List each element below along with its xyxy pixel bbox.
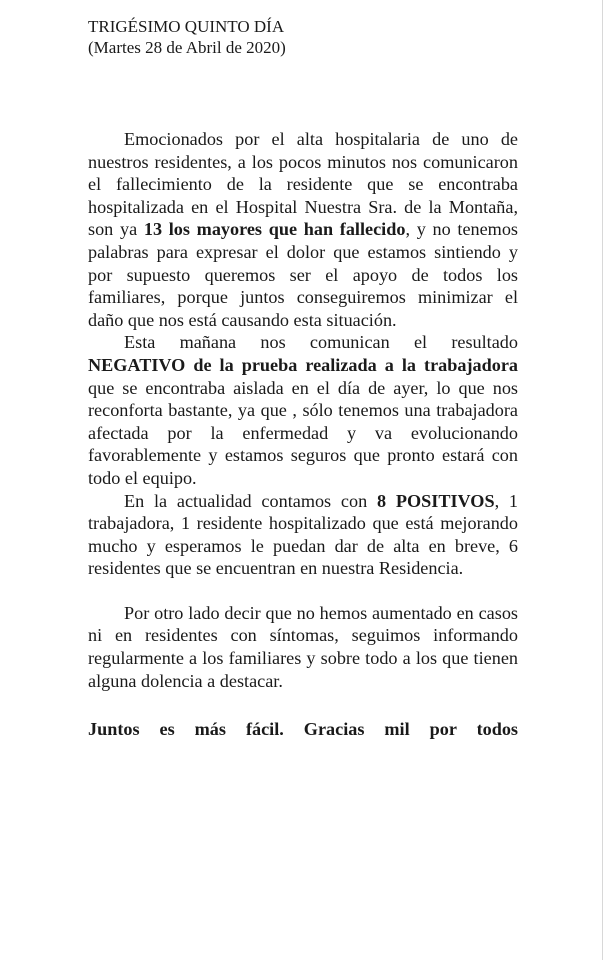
paragraph-3-text-c: , 1 trabajadora, 1 residente hospitalizado que está mejorando mucho y esperamos le puedan dar de alta en breve, 6 residentes que se encuentran en nuestra Residencia. [88, 490, 518, 579]
paragraph-1-text-a: Emocionados por el alta hospitalaria de uno de nuestros residentes, a los pocos minutos nos comunicaron el fallecimiento de la residente que se encontraba hospitalizada en el Hospital Nuestra Sra. de la Montaña, son ya [88, 129, 518, 240]
document-header [88, 16, 286, 58]
paragraph-3 [88, 490, 518, 580]
paragraph-2-bold: NEGATIVO de la prueba realizada a la trabajadora [88, 354, 518, 375]
paragraph-2 [88, 331, 518, 489]
page-edge-line [602, 0, 603, 960]
paragraph-1-text-c: , y no tenemos palabras para expresar el dolor que estamos sintiendo y por supuesto queremos ser el apoyo de todos los familiares, porque juntos conseguiremos minimizar el daño que nos está causando esta situación. [88, 219, 518, 330]
paragraph-4: Por otro lado decir que no hemos aumentado en casos ni en residentes con síntomas, seguimos informando regularmente a los familiares y sobre todo a los que tienen alguna dolencia a destacar. [88, 602, 518, 691]
paragraph-spacer [88, 692, 518, 718]
document-body [88, 128, 518, 741]
paragraph-2-text-c: que se encontraba aislada en el día de ayer, lo que nos reconforta bastante, ya que , sólo tenemos una trabajadora afectada por la enfermedad y va evolucionando favorablemente y estamos seguros que pronto estará con todo el equipo. [88, 377, 518, 488]
closing-line: Juntos es más fácil. Gracias mil por todos [88, 719, 518, 740]
header-date: (Martes 28 de Abril de 2020) [88, 38, 286, 57]
paragraph-3-bold: 8 POSITIVOS [376, 490, 495, 511]
paragraph-spacer [88, 580, 518, 602]
paragraph-3-text-a: En la actualidad contamos con [124, 490, 377, 511]
paragraph-2-text-a: Esta mañana nos comunican el resultado [124, 332, 518, 353]
paragraph-1 [88, 128, 518, 331]
header-title: TRIGÉSIMO QUINTO DÍA [88, 17, 285, 36]
paragraph-1-bold: 13 los mayores que han fallecido [143, 219, 406, 240]
